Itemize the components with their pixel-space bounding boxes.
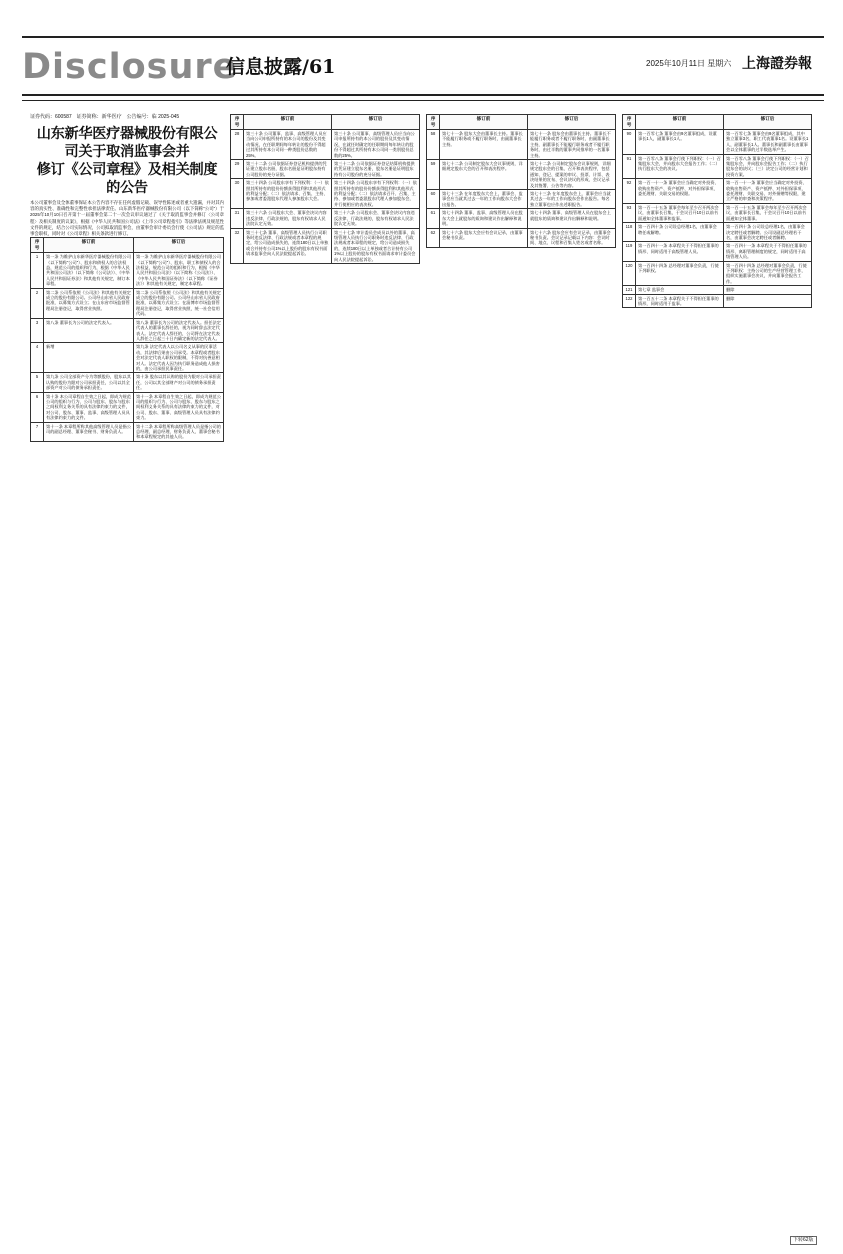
column-3 xyxy=(426,114,616,248)
clause-before: 第一百一十五条 董事会每年至少召开两次会议，由董事长召集，于会议召开10日以前书面通知全体董事和监事。 xyxy=(636,203,724,222)
table-row xyxy=(623,130,812,155)
row-number: 30 xyxy=(231,179,244,209)
row-number: 90 xyxy=(623,130,636,155)
clause-before: 第八条 董事长为公司的法定代表人。 xyxy=(44,318,134,343)
table-header-cell: 修订后 xyxy=(332,115,420,130)
revision-table xyxy=(622,114,812,308)
table-header-row xyxy=(231,115,420,130)
table-row xyxy=(31,392,224,422)
clause-before: 第七十三条 在年度股东大会上，董事会、监事会应当就其过去一年的工作向股东大会作出报告。 xyxy=(440,190,528,209)
clause-after: 第三十条 公司董事、高级管理人员应当向公司申报所持有的本公司的股份及其变动情况，在就任时确定的任职期间每年转让的股份不得超过其所持有本公司同一类别股份总数的25%。 xyxy=(332,130,420,160)
table-row xyxy=(623,179,812,204)
newspaper-name: 上海證券報 xyxy=(742,56,812,72)
row-number: 58 xyxy=(427,130,440,160)
row-number: 5 xyxy=(31,373,44,392)
clause-after: 第七十二条 公司制定股东会议事规则，详细规定股东会的召集、召开和表决程序，包括通知、登记、提案的审议、投票、计票、表决结果的宣布、会议决议的形成、会议记录及其签署、公告等内容。 xyxy=(528,160,616,190)
table-row xyxy=(427,130,616,160)
row-number: 118 xyxy=(623,223,636,242)
row-number: 91 xyxy=(623,154,636,179)
table-row xyxy=(623,242,812,261)
table-row xyxy=(623,261,812,286)
clause-before: 第二条 公司系依照《公司法》和其他有关规定成立的股份有限公司。公司经山东省人民政府批准，以募集方式设立；在山东省市场监督管理局注册登记，取得营业执照。 xyxy=(44,288,134,318)
clause-after: 第七十一条 股东会由董事长主持。董事长不能履行职务或者不履行职务时，由副董事长主持，副董事长不能履行职务或者不履行职务时，由过半数的董事共同推举的一名董事主持。 xyxy=(528,130,616,160)
announcement-intro: 本公司董事会及全体董事保证本公告内容不存在任何虚假记载、误导性陈述或者重大遗漏，并对其内容的真实性、准确性和完整性承担法律责任。山东新华医疗器械股份有限公司（以下简称“公司”）于2025年10月10日召开第十一届董事会第二十一次会议审议通过了《关于取消监事会并修订〈公司章程〉及相关制度的议案》，根据《中华人民共和国公司法》《上市公司章程指引》等法律法规及规范性文件的规定，结合公司实际情况，公司拟取消监事会，由董事会审计委员会行使《公司法》规定的监事会职权，同时对《公司章程》相关条款进行修订。 xyxy=(30,200,224,237)
row-number: 60 xyxy=(427,190,440,209)
row-number: 120 xyxy=(623,261,636,286)
row-number: 29 xyxy=(231,160,244,179)
row-number: 92 xyxy=(623,179,636,204)
table-row xyxy=(31,253,224,288)
clause-before: 第七十二条 公司制定股东大会议事规则，详细规定股东大会的召开和表决程序。 xyxy=(440,160,528,190)
clause-before: 第九条 公司全部资产分为等额股份，股东以其认购的股份为限对公司承担责任，公司以其全部资产对公司的债务承担责任。 xyxy=(44,373,134,392)
clause-after: 第七十三条 在年度股东会上，董事会应当就其过去一年的工作向股东会作出报告。每名独立董事也应作出述职报告。 xyxy=(528,190,616,209)
table-row xyxy=(31,288,224,318)
table-row xyxy=(427,209,616,228)
clause-before: 第七章 监事会 xyxy=(636,286,724,294)
clause-after: 第七十六条 股东会应有会议记录，由董事会秘书负责。会议记录记载以下内容：会议时间、地点、议程和召集人姓名或者名称。 xyxy=(528,228,616,247)
clause-before: 新增 xyxy=(44,343,134,373)
row-number: 62 xyxy=(427,228,440,247)
row-number: 93 xyxy=(623,203,636,222)
section-label: 信息披露/61 xyxy=(226,56,336,78)
row-number: 59 xyxy=(427,160,440,190)
row-number: 2 xyxy=(31,288,44,318)
table-row xyxy=(231,179,420,209)
table-row xyxy=(31,343,224,373)
table-row xyxy=(231,130,420,160)
clause-after: 第八条 董事长为公司的法定代表人。担任法定代表人的董事长辞任的，视为同时辞去法定代表人。法定代表人辞任的，公司将在法定代表人辞任之日起三十日内确定新的法定代表人。 xyxy=(134,318,224,343)
table-header-row xyxy=(623,115,812,130)
table-row xyxy=(427,228,616,247)
title-line-1: 山东新华医疗器械股份有限公司关于取消监事会并 xyxy=(36,126,218,160)
clause-after: 第一百零七条 董事会由9名董事组成，其中独立董事3名，职工代表董事1名。设董事长1人，副董事长1人。董事长和副董事长由董事会以全体董事的过半数选举产生。 xyxy=(724,130,812,155)
clause-before: 第十条 本公司章程自生效之日起，即成为规范公司的组织与行为、公司与股东、股东与股东之间权利义务关系的具有法律约束力的文件，对公司、股东、董事、监事、高级管理人员具有法律约束力的文件。 xyxy=(44,392,134,422)
clause-before: 第七十一条 股东大会由董事长主持。董事长不能履行职务或不履行职务时，由副董事长主持。 xyxy=(440,130,528,160)
table-header-cell: 序号 xyxy=(231,115,244,130)
table-header-row xyxy=(31,238,224,253)
table-row xyxy=(231,160,420,179)
table-header-cell: 修订前 xyxy=(440,115,528,130)
clause-after: 删除 xyxy=(724,294,812,308)
clause-before: 第七十四条 董事、监事、高级管理人员在股东大会上就股东的质询和建议作出解释和说明。 xyxy=(440,209,528,228)
column-4 xyxy=(622,114,812,308)
masthead-wordmark: Disclosure xyxy=(22,47,238,87)
table-header-cell: 修订后 xyxy=(134,238,224,253)
announcement-meta: 证券代码：600587 证券简称：新华医疗 公告编号：临 2025-045 xyxy=(30,114,180,120)
row-number: 1 xyxy=(31,253,44,288)
row-number: 28 xyxy=(231,130,244,160)
table-header-cell: 修订前 xyxy=(44,238,134,253)
clause-after: 第三十六条 公司股东会、董事会决议内容违反法律、行政法规的，股东有权请求人民法院认定无效。 xyxy=(332,209,420,228)
table-row xyxy=(623,286,812,294)
clause-before: 第三十七条 董事、高级管理人员执行公司职务时违反法律、行政法规或者本章程的规定，给公司造成损失的，连续180日以上单独或合并持有公司1%以上股份的股东有权书面请求监事会向人民法院提起诉讼。 xyxy=(244,228,332,263)
table-header-cell: 序号 xyxy=(623,115,636,130)
clause-after: 第一百一十五条 董事会每年至少召开两次会议，由董事长召集，于会议召开10日以前书面通知全体董事。 xyxy=(724,203,812,222)
announcement-title xyxy=(30,125,224,197)
table-row xyxy=(623,154,812,179)
table-row xyxy=(427,160,616,190)
table-header-cell: 修订后 xyxy=(724,115,812,130)
table-row xyxy=(623,223,812,242)
clause-after: 第一百一十一条 董事会应当确定对外投资、收购出售资产、资产抵押、对外担保事项、委托理财、关联交易、对外捐赠等权限，建立严格的审查和决策程序。 xyxy=(724,179,812,204)
row-number: 7 xyxy=(31,422,44,441)
table-header-cell: 修订前 xyxy=(244,115,332,130)
clause-after: 第一百四十条 公司设总经理1名，由董事会决定聘任或者解聘。公司设副总经理若干名，由董事会决定聘任或者解聘。 xyxy=(724,223,812,242)
row-number: 6 xyxy=(31,392,44,422)
row-number: 4 xyxy=(31,343,44,373)
clause-before: 第一百零七条 董事会由9名董事组成，设董事长1人，副董事长1人。 xyxy=(636,130,724,155)
title-line-2: 修订《公司章程》及相关制度的公告 xyxy=(36,162,218,196)
clause-after: 第一百零八条 董事会行使下列职权：（一）召集股东会，并向股东会报告工作；（二）执行股东会的决议；（三）决定公司的经营计划和投资方案。 xyxy=(724,154,812,179)
announcement-article xyxy=(30,106,814,1234)
revision-table xyxy=(30,237,224,442)
table-row xyxy=(623,294,812,308)
clause-after: 第十条 股东以其认购的股份为限对公司承担责任，公司以其全部财产对公司的债务承担责任。 xyxy=(134,373,224,392)
clause-before: 第一百四十条 公司设总经理1名，由董事会聘任或解聘。 xyxy=(636,223,724,242)
issue-date: 2025年10月11日 星期六 xyxy=(646,59,732,68)
masthead xyxy=(0,0,843,104)
table-row xyxy=(231,209,420,228)
clause-before: 第三十二条 公司依据证券登记机构提供的凭证建立股东名册，股东名册是证明股东持有公司股份的充分证据。 xyxy=(244,160,332,179)
clause-after: 删除 xyxy=(724,286,812,294)
column-2 xyxy=(230,114,420,264)
row-number: 32 xyxy=(231,228,244,263)
table-row xyxy=(623,203,812,222)
table-row xyxy=(31,318,224,343)
clause-before: 第一百四十一条 本章程关于不得担任董事的情形、同时适用于高级管理人员。 xyxy=(636,242,724,261)
clause-before: 第一条 为维护山东新华医疗器械股份有限公司（以下简称“公司”）、股东和债权人的合法权益，规范公司的组织和行为，根据《中华人民共和国公司法》（以下简称《公司法》）、《中华人民共和国证券法》和其他有关规定，制订本章程。 xyxy=(44,253,134,288)
clause-after: 第一百四十四条 总经理对董事会负责，行使下列职权：主持公司的生产经营管理工作，组织实施董事会决议，并向董事会报告工作。 xyxy=(724,261,812,286)
clause-after: 第十一条 本章程自生效之日起，即成为规范公司的组织与行为、公司与股东、股东与股东之间权利义务关系的具有法律约束力的文件，对公司、股东、董事、高级管理人员具有法律约束力。 xyxy=(134,392,224,422)
row-number: 3 xyxy=(31,318,44,343)
row-number: 121 xyxy=(623,286,636,294)
masthead-rule xyxy=(22,100,824,101)
clause-after: 第十二条 本章程所称高级管理人员是指公司的总经理、副总经理、财务负责人、董事会秘书和本章程规定的其他人员。 xyxy=(134,422,224,441)
row-number: 31 xyxy=(231,209,244,228)
clause-before: 第一百五十二条 本章程关于不得担任董事的情形，同时适用于监事。 xyxy=(636,294,724,308)
column-1 xyxy=(30,114,224,442)
clause-before: 第一百零八条 董事会行使下列职权：（一）召集股东大会，并向股东大会报告工作；（二）执行股东大会的决议。 xyxy=(636,154,724,179)
clause-before: 第三十条 公司董事、监事、高级管理人员应当向公司申报所持有的本公司的股份及其变动情况，在任职期间每年转让的股份不得超过其所持有本公司同一种类股份总数的25%。 xyxy=(244,130,332,160)
table-header-cell: 序号 xyxy=(427,115,440,130)
clause-before: 第三十四条 公司股东享有下列权利：（一）依照其所持有的股份份额获得股利和其他形式的利益分配；（二）依法请求、召集、主持、参加或者委派股东代理人参加股东大会。 xyxy=(244,179,332,209)
clause-before: 第一百一十一条 董事会应当确定对外投资、收购出售资产、资产抵押、对外担保事项、委托理财、关联交易的权限。 xyxy=(636,179,724,204)
clause-after: 第一条 为维护山东新华医疗器械股份有限公司（以下简称“公司”）、股东、职工和债权人的合法权益，规范公司的组织和行为，根据《中华人民共和国公司法》（以下简称《公司法》）、《中华人民共和国证券法》（以下简称《证券法》）和其他有关规定，制定本章程。 xyxy=(134,253,224,288)
clause-before: 第三十六条 公司股东大会、董事会决议内容违反法律、行政法规的，股东有权请求人民法院认定无效。 xyxy=(244,209,332,228)
table-header-cell: 序号 xyxy=(31,238,44,253)
row-number: 61 xyxy=(427,209,440,228)
table-header-cell: 修订后 xyxy=(528,115,616,130)
clause-after: 第三十七条 审计委员会成员以外的董事、高级管理人员执行公司职务时违反法律、行政法规或者本章程的规定，给公司造成损失的，连续180日以上单独或者合计持有公司1%以上股份的股东有权书面请求审计委员会向人民法院提起诉讼。 xyxy=(332,228,420,263)
row-number: 119 xyxy=(623,242,636,261)
revision-table xyxy=(426,114,616,248)
clause-after: 第七十四条 董事、高级管理人员在股东会上就股东的质询和建议作出解释和说明。 xyxy=(528,209,616,228)
clause-after: 第一百四十一条 本章程关于不得担任董事的情形、离职管理制度的规定，同时适用于高级管理人员。 xyxy=(724,242,812,261)
table-header-cell: 修订前 xyxy=(636,115,724,130)
clause-before: 第七十六条 股东大会应有会议记录，由董事会秘书负责。 xyxy=(440,228,528,247)
table-row xyxy=(31,373,224,392)
clause-after: 第三十四条 公司股东享有下列权利：（一）依照其所持有的股份份额获得股利和其他形式的利益分配；（二）依法请求召开、召集、主持、参加或者委派股东代理人参加股东会，并行使相应的表决权。 xyxy=(332,179,420,209)
table-header-row xyxy=(427,115,616,130)
clause-before: 第十一条 本章程所称其他高级管理人员是指公司的副总经理、董事会秘书、财务负责人。 xyxy=(44,422,134,441)
table-row xyxy=(231,228,420,263)
revision-table xyxy=(230,114,420,264)
clause-after: 第二条 公司系依照《公司法》和其他有关规定成立的股份有限公司。公司经山东省人民政府批准，以募集方式设立；在淄博市市场监督管理局注册登记，取得营业执照，统一社会信用代码。 xyxy=(134,288,224,318)
continued-page-tag: 下转62版 xyxy=(790,1236,817,1245)
clause-before: 第一百四十四条 总经理对董事会负责，行使下列职权。 xyxy=(636,261,724,286)
row-number: 122 xyxy=(623,294,636,308)
clause-after: 第九条 法定代表人以公司名义从事的民事活动，其法律后果由公司承受。本章程或者股东会对法定代表人职权的限制，不得对抗善意相对人。法定代表人因为执行职务造成他人损害的，由公司承担民事责任。 xyxy=(134,343,224,373)
table-row xyxy=(31,422,224,441)
table-row xyxy=(427,190,616,209)
clause-after: 第三十二条 公司依据证券登记结算机构提供的凭证建立股东名册，股东名册是证明股东持有公司股份的充分证据。 xyxy=(332,160,420,179)
